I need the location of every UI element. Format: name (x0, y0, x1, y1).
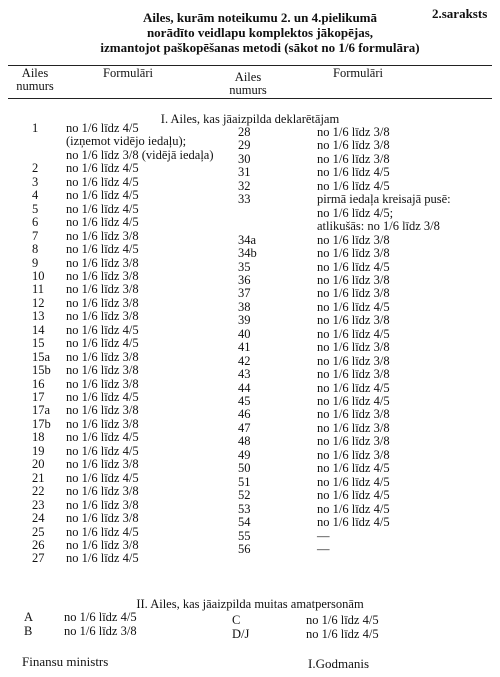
left-row-forms: no 1/6 līdz 4/5 (66, 430, 139, 445)
right-row-number: 34a (238, 232, 257, 247)
right-row-forms: no 1/6 līdz 4/5 (317, 501, 390, 516)
right-row-forms: no 1/6 līdz 4/5 (317, 259, 390, 274)
right-row-forms: no 1/6 līdz 4/5 (317, 299, 390, 314)
right-row-forms: no 1/6 līdz 3/8 (317, 340, 390, 355)
left-row-number: 19 (32, 443, 45, 458)
right-row-forms: no 1/6 līdz 3/8 (317, 272, 390, 287)
left-row-forms: no 1/6 līdz 4/5 (66, 470, 139, 485)
right-row-number: 53 (238, 501, 251, 516)
right-row-forms: no 1/6 līdz 3/8 (317, 353, 390, 368)
left-row-number: 11 (32, 282, 45, 297)
left-row-number: 16 (32, 376, 45, 391)
right-row-number: 38 (238, 299, 251, 314)
header-bottom-rule (8, 98, 492, 99)
signer-name: I.Godmanis (308, 656, 370, 671)
left-row-forms: no 1/6 līdz 3/8 (66, 511, 139, 526)
right-row-forms: no 1/6 līdz 3/8 (317, 407, 390, 422)
left-row-number: 21 (32, 470, 45, 485)
right-row-forms: no 1/6 līdz 4/5; (317, 205, 394, 220)
right-row-number: 50 (238, 461, 251, 476)
right-row-number: 54 (238, 515, 251, 530)
right-row-forms: no 1/6 līdz 3/8 (317, 246, 390, 261)
section-1-heading: I. Ailes, kas jāaizpilda deklarētājam (160, 112, 340, 126)
title-line: norādīto veidlapu komplektos jākopējas, (146, 25, 374, 40)
right-row-number: 47 (238, 420, 251, 435)
right-row-number: 48 (238, 434, 251, 449)
left-row-forms: no 1/6 līdz 3/8 (66, 309, 139, 324)
left-row-forms: no 1/6 līdz 3/8 (66, 228, 139, 243)
left-row-number: 10 (32, 268, 45, 283)
left-row-number: 15a (32, 349, 51, 364)
left-row-forms: no 1/6 līdz 4/5 (66, 188, 139, 203)
right-row-forms: no 1/6 līdz 4/5 (317, 380, 390, 395)
right-row-number: 51 (238, 474, 251, 489)
left-row-forms: no 1/6 līdz 3/8 (66, 537, 139, 552)
left-row-forms: no 1/6 līdz 3/8 (66, 295, 139, 310)
right-row-number: 45 (238, 394, 251, 408)
left-row-number: 9 (32, 255, 39, 270)
left-row-forms: no 1/6 līdz 3/8 (66, 403, 139, 418)
right-row-number: 55 (238, 528, 251, 543)
right-row-number: 40 (238, 326, 251, 341)
left-row-forms: no 1/6 līdz 3/8 (66, 376, 139, 391)
right-row-forms: no 1/6 līdz 3/8 (317, 286, 390, 301)
right-row-forms: no 1/6 līdz 3/8 (317, 313, 390, 328)
left-row-forms: no 1/6 līdz 3/8 (64, 623, 137, 638)
right-row-forms: no 1/6 līdz 4/5 (317, 461, 390, 476)
right-row-number: 30 (238, 151, 251, 166)
left-row-forms: no 1/6 līdz 4/5 (66, 390, 139, 404)
left-row-forms: no 1/6 līdz 3/8 (66, 255, 139, 270)
right-row-number: 29 (238, 138, 251, 153)
left-row-forms: no 1/6 līdz 3/8 (66, 363, 139, 378)
right-row-number: 46 (238, 407, 251, 422)
right-row-number: 31 (238, 165, 251, 180)
right-row-forms: no 1/6 līdz 4/5 (317, 326, 390, 341)
right-row-number: 42 (238, 353, 251, 368)
right-row-number: 52 (238, 488, 251, 503)
list-label: 2.saraksts (432, 6, 488, 21)
right-row-number: 39 (238, 313, 251, 328)
right-row-number: 28 (238, 125, 251, 139)
right-row-number: 36 (238, 272, 251, 287)
title-line: Ailes, kurām noteikumu 2. un 4.pielikumā (142, 10, 378, 25)
left-row-number: 17b (32, 416, 51, 431)
right-row-number: 41 (238, 340, 251, 355)
left-row-forms: (izņemot vidējo iedaļu); (66, 134, 187, 149)
left-row-forms: no 1/6 līdz 4/5 (66, 174, 139, 189)
left-row-forms: no 1/6 līdz 3/8 (66, 268, 139, 283)
right-row-forms: no 1/6 līdz 4/5 (306, 626, 379, 641)
left-row-number: 20 (32, 457, 45, 472)
left-row-number: 2 (32, 161, 39, 176)
title-line: izmantojot paškopēšanas metodi (sākot no 1/6 formulāra) (100, 40, 420, 55)
left-row-number: 14 (32, 322, 45, 337)
left-row-forms: no 1/6 līdz 4/5 (66, 242, 139, 257)
left-row-number: 17a (32, 403, 51, 418)
left-row-number: 25 (32, 524, 45, 539)
left-row-forms: no 1/6 līdz 4/5 (66, 551, 139, 566)
left-row-forms: no 1/6 līdz 4/5 (66, 336, 139, 351)
right-row-forms: no 1/6 līdz 4/5 (317, 488, 390, 503)
header-top-rule (8, 65, 492, 66)
right-forms-header: Formulāri (333, 66, 383, 80)
left-row-number: 13 (32, 309, 45, 324)
left-row-number: 6 (32, 215, 39, 230)
left-row-number: A (24, 610, 34, 624)
left-row-forms: no 1/6 līdz 4/5 (66, 121, 139, 135)
left-row-number: 15b (32, 363, 51, 378)
left-row-number: 4 (32, 188, 39, 203)
left-number-header: Ailes numurs (16, 66, 54, 93)
right-row-number: 35 (238, 259, 251, 274)
right-row-forms: no 1/6 līdz 4/5 (317, 178, 390, 193)
right-row-number: 37 (238, 286, 251, 301)
right-row-number: 32 (238, 178, 251, 193)
right-row-forms: no 1/6 līdz 3/8 (317, 434, 390, 449)
left-row-number: 12 (32, 295, 45, 310)
left-row-number: 27 (32, 551, 45, 566)
left-row-forms: no 1/6 līdz 3/8 (66, 457, 139, 472)
left-row-forms: no 1/6 līdz 4/5 (66, 201, 139, 216)
left-row-number: B (24, 623, 33, 638)
left-row-number: 1 (32, 121, 39, 135)
right-row-forms: no 1/6 līdz 3/8 (317, 125, 390, 139)
right-row-forms: no 1/6 līdz 4/5 (317, 515, 390, 530)
left-row-forms: no 1/6 līdz 3/8 (vidējā iedaļa) (66, 147, 214, 162)
left-row-number: 26 (32, 537, 45, 552)
right-row-forms: no 1/6 līdz 4/5 (317, 394, 390, 408)
section-2-heading: II. Ailes, kas jāaizpilda muitas amatpersonām (136, 597, 364, 611)
left-row-number: 22 (32, 484, 45, 499)
right-row-number: 49 (238, 447, 251, 462)
left-row-number: 8 (32, 242, 39, 257)
right-row-forms: pirmā iedaļa kreisajā pusē: (317, 192, 451, 207)
left-row-forms: no 1/6 līdz 3/8 (66, 282, 139, 297)
left-row-number: 15 (32, 336, 45, 351)
left-row-forms: no 1/6 līdz 3/8 (66, 497, 139, 512)
right-row-number: D/J (232, 626, 250, 641)
document-title (60, 10, 460, 55)
right-row-forms: no 1/6 līdz 4/5 (306, 613, 379, 627)
right-row-forms: no 1/6 līdz 3/8 (317, 447, 390, 462)
left-row-forms: no 1/6 līdz 4/5 (66, 161, 139, 176)
signer-position: Finansu ministrs (22, 654, 109, 669)
right-row-forms: no 1/6 līdz 3/8 (317, 367, 390, 382)
left-forms-header: Formulāri (103, 66, 153, 80)
right-row-number: 34b (238, 246, 257, 261)
right-row-forms: no 1/6 līdz 4/5 (317, 165, 390, 180)
right-row-forms: no 1/6 līdz 4/5 (317, 474, 390, 489)
left-row-forms: no 1/6 līdz 4/5 (66, 215, 139, 230)
right-row-forms: no 1/6 līdz 3/8 (317, 151, 390, 166)
left-row-forms: no 1/6 līdz 4/5 (66, 443, 139, 458)
left-row-number: 7 (32, 228, 39, 243)
right-row-forms: no 1/6 līdz 3/8 (317, 420, 390, 435)
left-row-number: 23 (32, 497, 45, 512)
right-row-number: C (232, 613, 241, 627)
right-row-forms: atlikušās: no 1/6 līdz 3/8 (317, 219, 440, 234)
left-row-number: 24 (32, 511, 45, 526)
right-row-number: 56 (238, 541, 251, 556)
right-row-number: 43 (238, 367, 251, 382)
left-row-number: 18 (32, 430, 45, 445)
left-row-forms: no 1/6 līdz 3/8 (66, 349, 139, 364)
left-row-forms: no 1/6 līdz 4/5 (66, 322, 139, 337)
left-row-forms: no 1/6 līdz 4/5 (64, 610, 137, 624)
left-row-number: 5 (32, 201, 39, 216)
left-row-forms: no 1/6 līdz 4/5 (66, 524, 139, 539)
left-row-number: 3 (32, 174, 39, 189)
right-row-forms: — (317, 541, 330, 556)
left-row-number: 17 (32, 390, 45, 404)
right-row-forms: — (317, 528, 330, 543)
left-row-forms: no 1/6 līdz 3/8 (66, 416, 139, 431)
right-row-forms: no 1/6 līdz 3/8 (317, 232, 390, 247)
right-row-forms: no 1/6 līdz 3/8 (317, 138, 390, 153)
right-row-number: 33 (238, 192, 251, 207)
right-row-number: 44 (238, 380, 251, 395)
left-row-forms: no 1/6 līdz 3/8 (66, 484, 139, 499)
right-number-header: Ailes numurs (229, 70, 267, 97)
